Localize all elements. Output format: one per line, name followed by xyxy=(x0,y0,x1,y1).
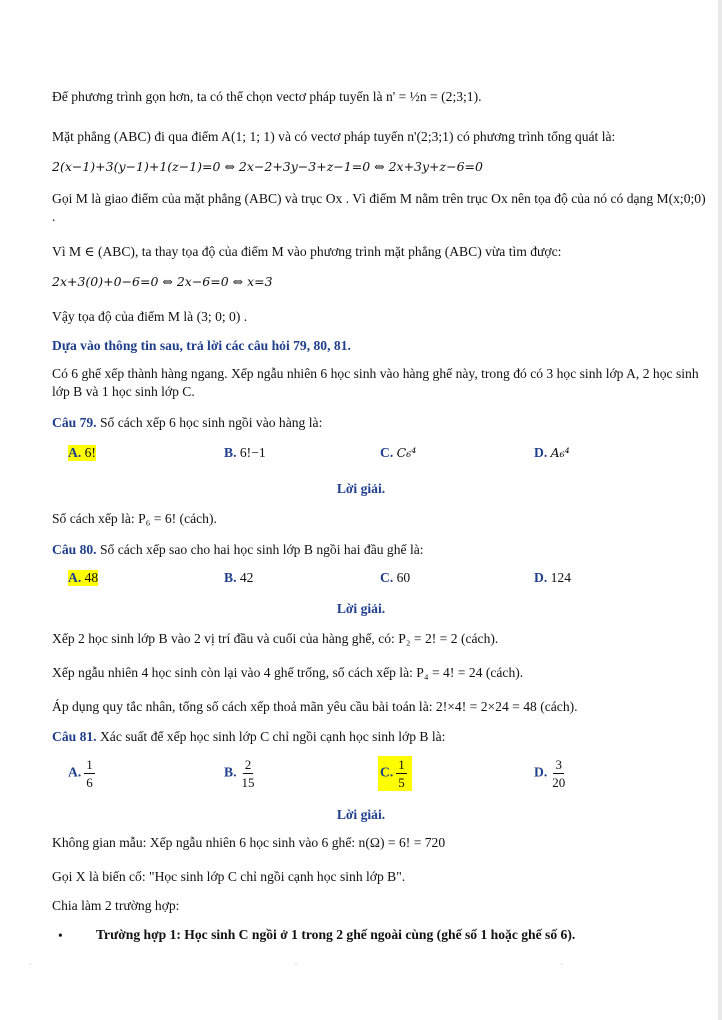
option-label: A. xyxy=(68,445,82,460)
q79-option-d xyxy=(534,445,570,461)
q81-option-b xyxy=(224,756,259,791)
fraction xyxy=(84,756,95,791)
page-footer-dots: · · · xyxy=(28,960,694,971)
fraction-denominator: 6 xyxy=(86,775,93,790)
option-label: D. xyxy=(534,570,548,585)
context-paragraph: Có 6 ghế xếp thành hàng ngang. Xếp ngẫu nhiên 6 học sinh vào hàng ghế này, trong đó có 3 học sinh lớp A, 2 học sinh lớp B và 1 học sinh lớp C. xyxy=(52,366,699,399)
q80-solution-title: Lời giải. xyxy=(336,601,386,616)
q81-option-c xyxy=(378,756,412,791)
intro-line-3: Gọi M là giao điểm của mặt phẳng (ABC) và trục Ox . Vì điểm M nằm trên trục Ox nên tọa độ của nó có dạng M(x;0;0) . xyxy=(52,191,706,224)
option-label: B. xyxy=(224,570,237,585)
option-value: 6! xyxy=(84,445,96,460)
option-value: 48 xyxy=(84,570,99,585)
option-label: D. xyxy=(534,445,548,460)
option-label: B. xyxy=(224,445,237,460)
q80-solution-3: Áp dụng quy tắc nhân, tổng số cách xếp thoả mãn yêu cầu bài toán là: 2!×4! = 2×24 = 48 (cách). xyxy=(52,699,578,714)
intro-line-1: Để phương trình gọn hơn, ta có thể chọn vectơ pháp tuyến là n' = ½n = (2;3;1). xyxy=(52,89,482,104)
q81-option-a xyxy=(68,756,98,791)
fraction-numerator: 3 xyxy=(555,757,562,772)
question-80-text: Số cách xếp sao cho hai học sinh lớp B ngồi hai đầu ghế là: xyxy=(99,542,424,557)
option-label: C. xyxy=(380,570,394,585)
bullet-marker: • xyxy=(58,928,63,943)
q81-solution-1: Không gian mẫu: Xếp ngẫu nhiên 6 học sinh vào 6 ghế: n(Ω) = 6! = 720 xyxy=(52,835,446,850)
q81-option-d xyxy=(534,756,570,791)
question-79-label: Câu 79. xyxy=(52,415,97,430)
option-label: C. xyxy=(380,445,394,460)
q80-option-d xyxy=(534,570,571,586)
question-81-label: Câu 81. xyxy=(52,729,97,744)
fraction-denominator: 5 xyxy=(398,775,405,790)
equation-x: 2x+3(0)+0−6=0 ⇔ 2x−6=0 ⇔ x=3 xyxy=(52,274,273,289)
option-value: 42 xyxy=(239,570,254,585)
option-label: D. xyxy=(534,764,548,780)
q79-solution-title: Lời giải. xyxy=(336,481,386,496)
q80-option-a xyxy=(68,570,98,586)
q80-solution-2: Xếp ngẫu nhiên 4 học sinh còn lại vào 4 ghế trống, số cách xếp là: P₄ = 4! = 24 (cách). xyxy=(52,665,524,680)
question-80-label: Câu 80. xyxy=(52,542,97,557)
fraction-numerator: 1 xyxy=(86,757,93,772)
q81-case-1: Trường hợp 1: Học sinh C ngồi ở 1 trong 2 ghế ngoài cùng (ghế số 1 hoặc ghế số 6). xyxy=(96,927,576,942)
intro-line-2: Mặt phẳng (ABC) đi qua điểm A(1; 1; 1) và có vectơ pháp tuyến n'(2;3;1) có phương trình tổng quát là: xyxy=(52,129,616,144)
equation-plane: 2(x−1)+3(y−1)+1(z−1)=0 ⇔ 2x−2+3y−3+z−1=0 ⇔ 2x+3y+z−6=0 xyxy=(52,159,483,174)
q80-option-b xyxy=(224,570,253,586)
fraction-denominator: 20 xyxy=(552,775,566,790)
section-heading: Dựa vào thông tin sau, trả lời các câu hỏi 79, 80, 81. xyxy=(52,338,351,353)
question-79 xyxy=(52,414,708,432)
option-label: A. xyxy=(68,764,82,780)
q81-solution-title: Lời giải. xyxy=(336,807,386,822)
option-value: 60 xyxy=(396,570,411,585)
option-label: A. xyxy=(68,570,82,585)
q81-solution-3: Chia làm 2 trường hợp: xyxy=(52,898,180,913)
option-value: A₆⁴ xyxy=(550,445,570,460)
fraction-denominator: 15 xyxy=(241,775,255,790)
question-79-text: Số cách xếp 6 học sinh ngồi vào hàng là: xyxy=(99,415,323,430)
intro-line-4: Vì M ∈ (ABC), ta thay tọa độ của điểm M vào phương trình mặt phẳng (ABC) vừa tìm được: xyxy=(52,244,562,259)
q79-option-b xyxy=(224,445,266,461)
q81-solution-2: Gọi X là biến cố: "Học sinh lớp C chỉ ngồi cạnh học sinh lớp B". xyxy=(52,869,406,884)
fraction xyxy=(550,756,567,791)
question-81 xyxy=(52,728,708,746)
fraction-numerator: 1 xyxy=(398,757,405,772)
option-value: C₆⁴ xyxy=(396,445,417,460)
q80-option-c xyxy=(380,570,410,586)
fraction xyxy=(396,756,407,791)
intro-line-5: Vậy tọa độ của điểm M là (3; 0; 0) . xyxy=(52,309,248,324)
option-value: 6!−1 xyxy=(239,445,266,460)
page-edge xyxy=(718,0,722,1020)
fraction-numerator: 2 xyxy=(244,757,252,772)
option-label: C. xyxy=(380,764,394,780)
question-81-text: Xác suất để xếp học sinh lớp C chỉ ngồi cạnh học sinh lớp B là: xyxy=(99,729,446,744)
option-value: 124 xyxy=(550,570,572,585)
q79-option-a xyxy=(68,445,96,461)
q79-solution: Số cách xếp là: P₆ = 6! (cách). xyxy=(52,511,217,526)
question-80 xyxy=(52,541,708,559)
q80-solution-1: Xếp 2 học sinh lớp B vào 2 vị trí đầu và cuối của hàng ghế, có: P₂ = 2! = 2 (cách). xyxy=(52,631,499,646)
option-label: B. xyxy=(224,764,237,780)
fraction xyxy=(239,756,256,791)
q79-option-c xyxy=(380,445,416,461)
